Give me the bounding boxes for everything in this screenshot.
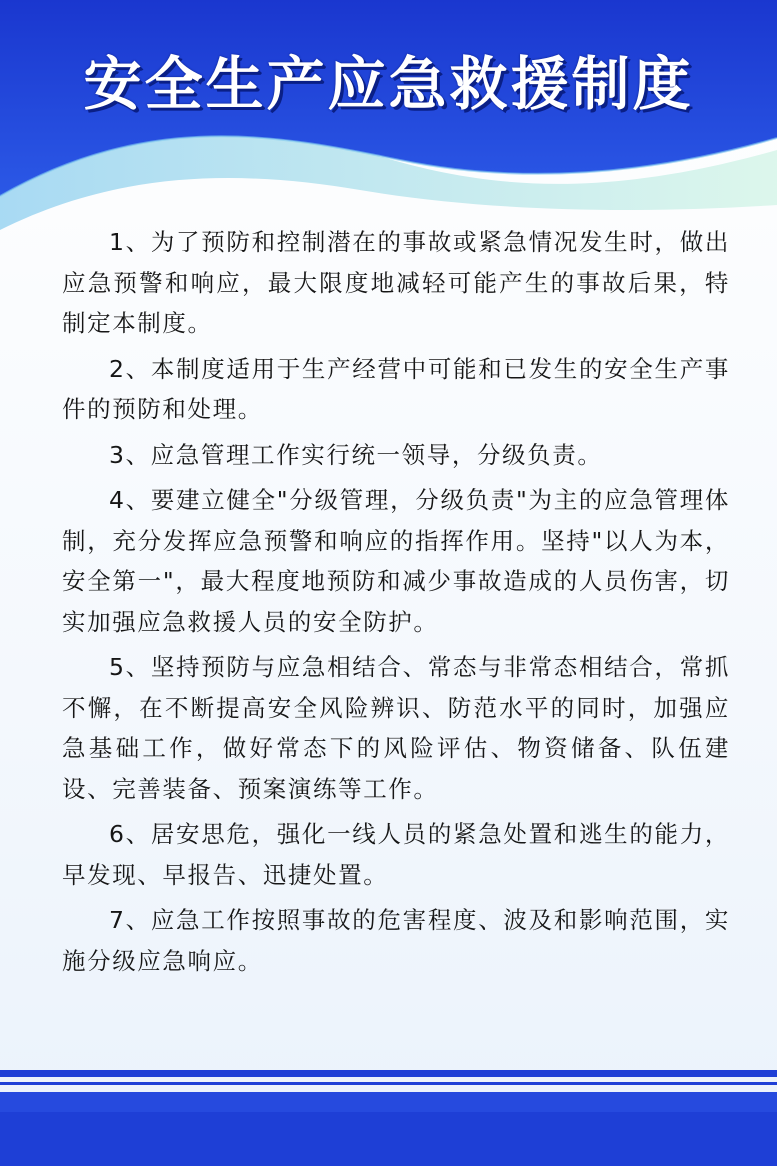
regulation-item-2: 2、本制度适用于生产经营中可能和已发生的安全生产事件的预防和处理。 [62, 354, 730, 423]
regulation-item-3: 3、应急管理工作实行统一领导，分级负责。 [109, 440, 603, 469]
regulation-item-1: 1、为了预防和控制潜在的事故或紧急情况发生时，做出应急预警和响应，最大限度地减轻可能产生的事故后果，特制定本制度。 [62, 228, 730, 337]
page-title: 安全生产应急救援制度 [83, 50, 694, 118]
regulation-body [62, 222, 730, 986]
regulation-item-6: 6、居安思危，强化一线人员的紧急处置和逃生的能力，早发现、早报告、迅捷处置。 [62, 820, 730, 889]
regulation-item-7: 7、应急工作按照事故的危害程度、波及和影响范围，实施分级应急响应。 [62, 906, 730, 975]
footer-band [0, 1060, 777, 1166]
regulation-item-5: 5、坚持预防与应急相结合、常态与非常态相结合，常抓不懈，在不断提高安全风险辨识、防范水平的同时，加强应急基础工作，做好常态下的风险评估、物资储备、队伍建设、完善装备、预案演练等工作。 [62, 653, 730, 803]
regulation-item-4: 4、要建立健全"分级管理，分级负责"为主的应急管理体制，充分发挥应急预警和响应的指挥作用。坚持"以人为本，安全第一"，最大程度地预防和减少事故造成的人员伤害，切实加强应急救援人员的安全防护。 [62, 486, 730, 636]
